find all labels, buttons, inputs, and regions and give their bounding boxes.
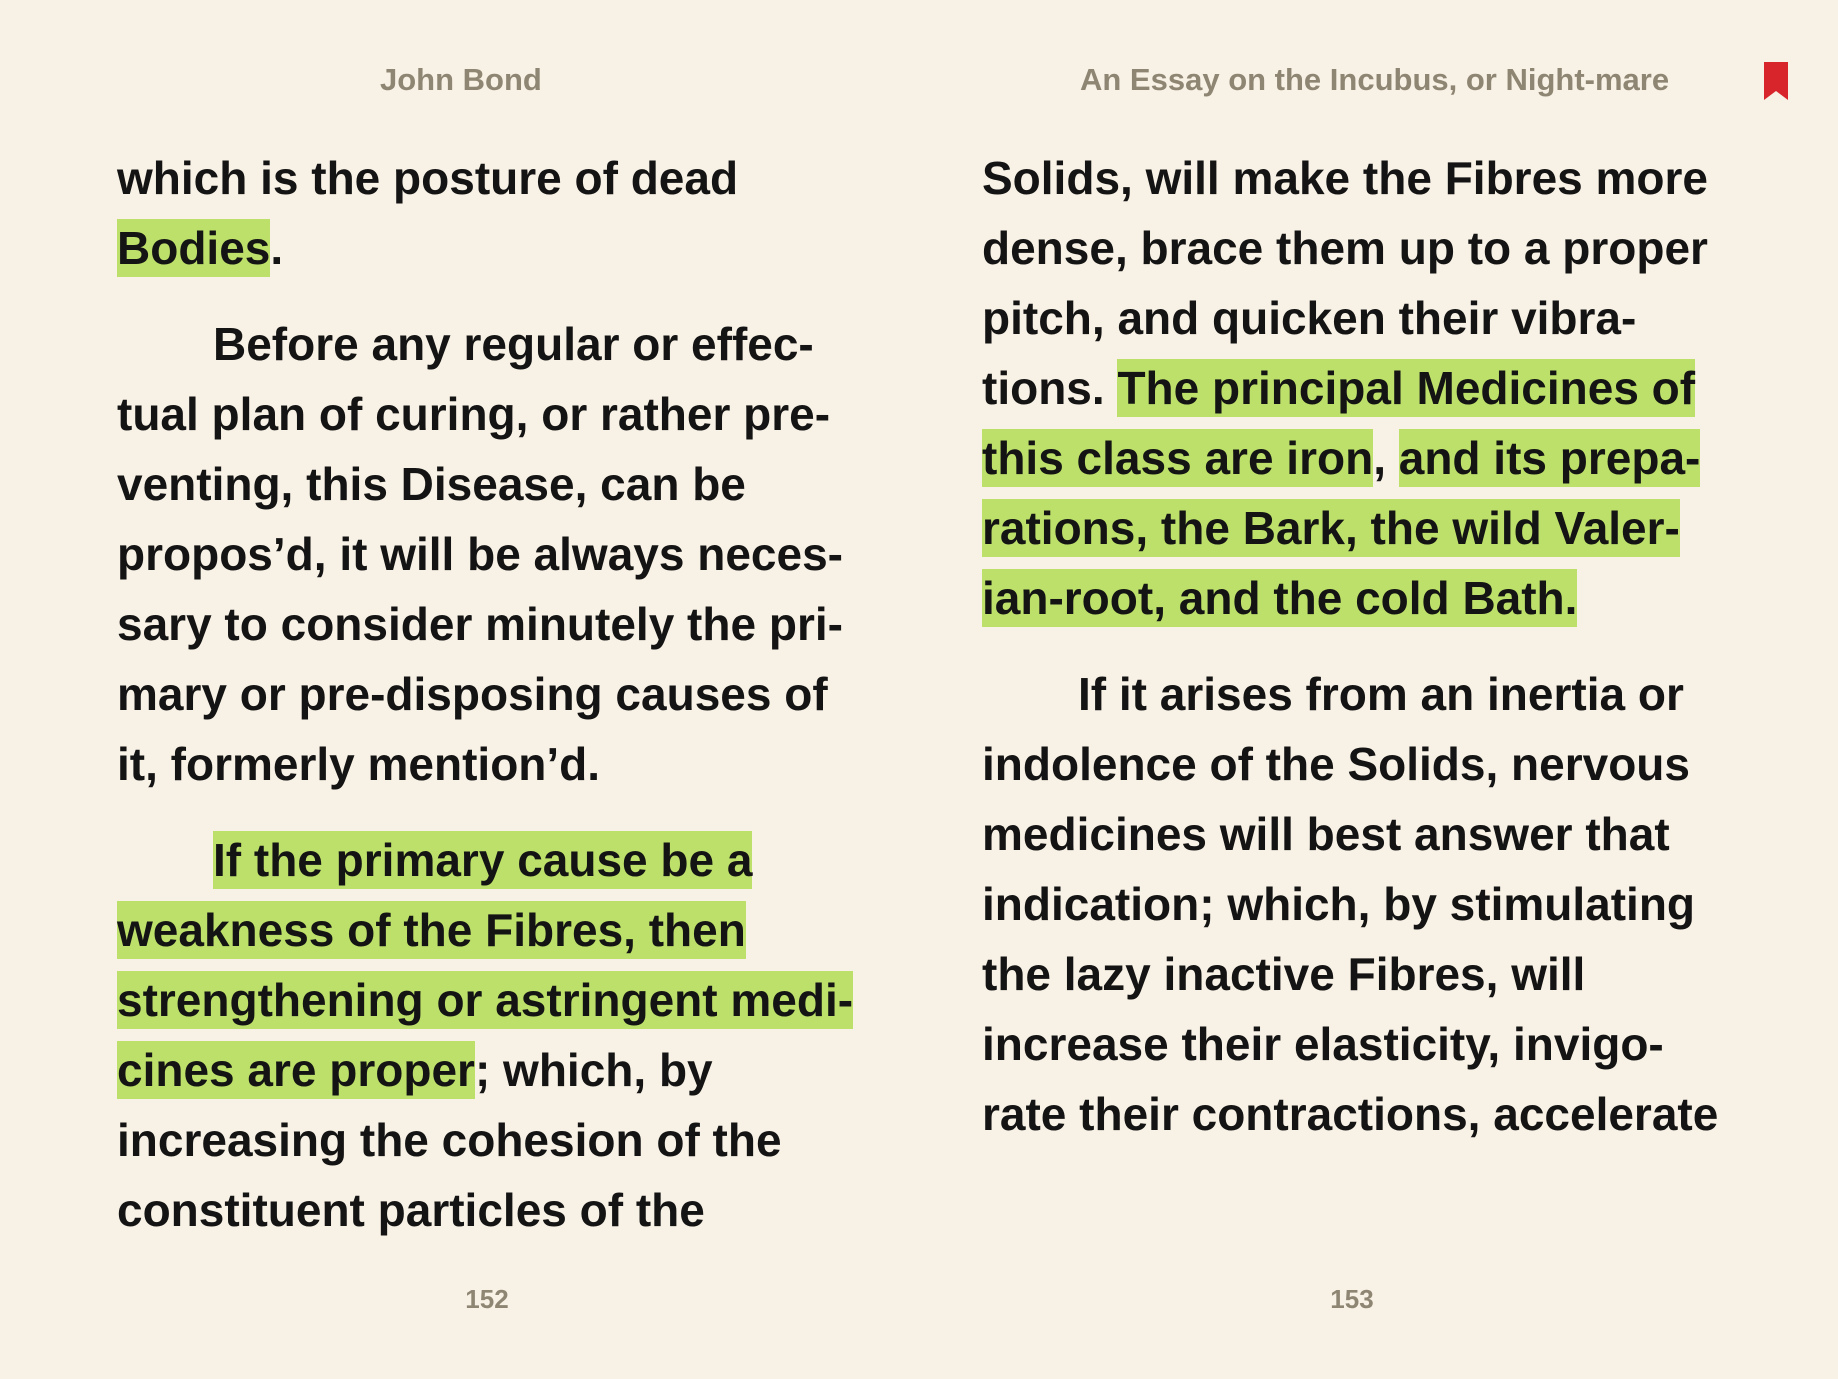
- text-line: If it arises from an inertia or: [1078, 668, 1684, 720]
- text-line: the lazy inactive Fibres, will: [982, 948, 1586, 1000]
- text-line: propos’d, it will be always neces-: [117, 528, 843, 580]
- text-line: increase their elasticity, invigo-: [982, 1018, 1664, 1070]
- right-page-text: [982, 143, 1802, 1149]
- text-line: it, formerly mention’d.: [117, 738, 601, 790]
- text-line: mary or pre-disposing causes of: [117, 668, 828, 720]
- text-line: [117, 895, 877, 965]
- text-line: rate their contractions, accelerate: [982, 1088, 1719, 1140]
- text-line: tual plan of curing, or rather pre-: [117, 388, 831, 440]
- text-fragment: .: [270, 222, 284, 274]
- highlight[interactable]: and its prepa-: [1399, 429, 1701, 487]
- highlight[interactable]: ian-root, and the cold Bath.: [982, 569, 1577, 627]
- text-line: [117, 1035, 877, 1105]
- highlight[interactable]: strengthening or astringent medi-: [117, 971, 853, 1029]
- paragraph: [117, 143, 877, 283]
- highlight[interactable]: Bodies: [117, 219, 270, 277]
- text-line: medicines will best answer that: [982, 808, 1670, 860]
- text-line: which is the posture of dead: [117, 152, 739, 204]
- highlight[interactable]: rations, the Bark, the wild Valer-: [982, 499, 1680, 557]
- text-line: constituent particles of the: [117, 1184, 705, 1236]
- paragraph: [982, 659, 1802, 1149]
- text-line: indolence of the Solids, nervous: [982, 738, 1690, 790]
- text-line: [117, 825, 877, 895]
- paragraph: [117, 309, 877, 799]
- paragraph: [982, 143, 1802, 633]
- text-line: pitch, and quicken their vibra-: [982, 292, 1637, 344]
- page-number-left: 152: [465, 1284, 509, 1314]
- text-line: Solids, will make the Fibres more: [982, 152, 1709, 204]
- text-line: [982, 493, 1802, 563]
- text-line: venting, this Disease, can be: [117, 458, 746, 510]
- text-fragment: ; which, by: [474, 1044, 713, 1096]
- text-line: [117, 965, 877, 1035]
- highlight[interactable]: weakness of the Fibres, then: [117, 901, 746, 959]
- text-line: sary to consider minutely the pri-: [117, 598, 843, 650]
- running-head-book-title: An Essay on the Incubus, or Night-mare: [1080, 62, 1670, 97]
- highlight[interactable]: If the primary cause be a: [213, 831, 752, 889]
- text-line: dense, brace them up to a proper: [982, 222, 1708, 274]
- running-head-author: John Bond: [380, 62, 542, 97]
- bookmark-icon[interactable]: [1764, 62, 1788, 100]
- text-line: [117, 213, 877, 283]
- text-line: indication; which, by stimulating: [982, 878, 1696, 930]
- highlight[interactable]: The principal Medicines of: [1117, 359, 1695, 417]
- left-page-text: [117, 143, 877, 1245]
- text-line: Before any regular or effec-: [213, 318, 814, 370]
- paragraph: [117, 825, 877, 1245]
- text-line: [982, 423, 1802, 493]
- text-fragment: ,: [1373, 432, 1399, 484]
- page-number-right: 153: [1330, 1284, 1374, 1314]
- text-fragment: tions.: [982, 362, 1118, 414]
- text-line: [982, 563, 1802, 633]
- text-line: [982, 353, 1802, 423]
- text-line: increasing the cohesion of the: [117, 1114, 782, 1166]
- highlight[interactable]: this class are iron: [982, 429, 1373, 487]
- highlight[interactable]: cines are proper: [117, 1041, 475, 1099]
